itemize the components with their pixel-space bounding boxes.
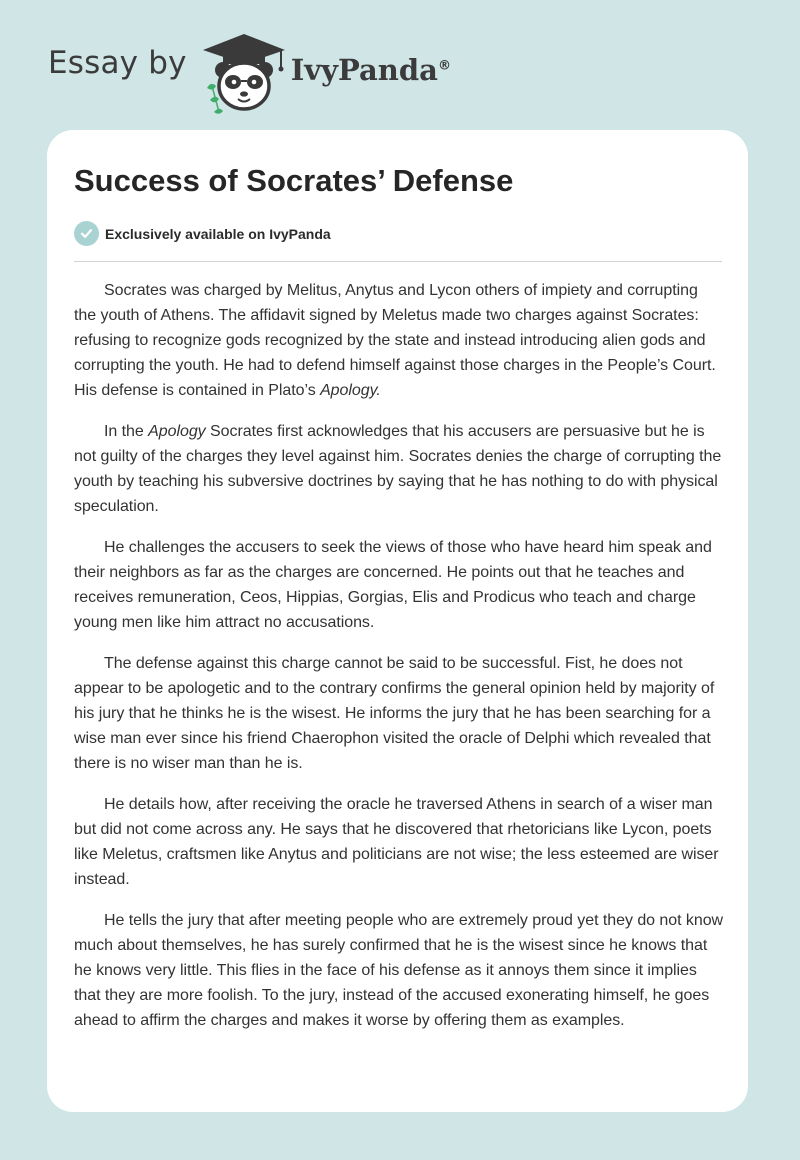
paragraph	[74, 535, 724, 635]
site-header	[48, 30, 548, 114]
paragraph-text: The defense against this charge cannot be said to be successful. Fist, he does not appear to be apologetic and to the contrary confirms the general opinion held by majority of his jury that he thinks he is the wisest. He informs the jury that he has been searching for a wise man ever since his friend Chaerophon visited the oracle of Delphi which revealed that there is no wiser man than he is.	[74, 655, 715, 772]
paragraph	[74, 419, 724, 519]
essay-by-label: Essay by	[48, 45, 187, 81]
essay-body	[74, 278, 724, 1049]
divider	[74, 261, 722, 262]
brand-name[interactable]	[291, 53, 451, 87]
paragraph-text: He tells the jury that after meeting people who are extremely proud yet they do not know much about themselves, he has surely confirmed that he is the wisest since he knows that he knows very little. This flies in the face of his defense as it annoys them since it implies that they are more foolish. To the jury, instead of the accused exonerating himself, he goes ahead to affirm the charges and makes it worse by offering them as examples.	[74, 912, 724, 1029]
paragraph-italic: Apology.	[320, 382, 381, 399]
paragraph-text: Socrates was charged by Melitus, Anytus and Lycon others of impiety and corrupting the youth of Athens. The affidavit signed by Meletus made two charges against Socrates: refusing to recognize gods recognized by the state and instead introducing alien gods and corrupting the youth. He had to defend himself against those charges in the People’s Court. His defense is contained in Plato’s	[74, 282, 716, 399]
paragraph-text: He challenges the accusers to seek the views of those who have heard him speak and their neighbors as far as the charges are concerned. He points out that he teaches and receives remuneration, Ceos, Hippias, Gorgias, Elis and Prodicus who teach and charge young men like him attract no accusations.	[74, 539, 712, 631]
registered-mark: ®	[437, 58, 451, 74]
paragraph	[74, 908, 724, 1033]
paragraph-text: He details how, after receiving the oracle he traversed Athens in search of a wiser man but did not come across any. He says that he discovered that rhetoricians like Lycon, poets like Meletus, craftsmen like Anytus and politicians are not wise; the less esteemed are wiser instead.	[74, 796, 719, 888]
brand-name-text: IvyPanda	[290, 53, 438, 87]
exclusive-badge	[74, 221, 331, 246]
badge-text: Exclusively available on IvyPanda	[105, 225, 331, 242]
paragraph-italic: Apology	[148, 423, 206, 440]
page-title: Success of Socrates’ Defense	[74, 163, 514, 198]
check-circle-icon	[74, 221, 99, 246]
paragraph	[74, 651, 724, 776]
paragraph-text-after: Socrates first acknowledges that his accusers are persuasive but he is not guilty of the charges they level against him. Socrates denies the charge of corrupting the youth by teaching his subversive doctrines by saying that he has nothing to do with physical speculation.	[74, 423, 722, 515]
essay-card	[47, 130, 748, 1112]
paragraph	[74, 792, 724, 892]
paragraph-text: In the	[104, 423, 149, 440]
panda-graduate-logo-icon[interactable]	[201, 30, 287, 114]
paragraph	[74, 278, 724, 403]
